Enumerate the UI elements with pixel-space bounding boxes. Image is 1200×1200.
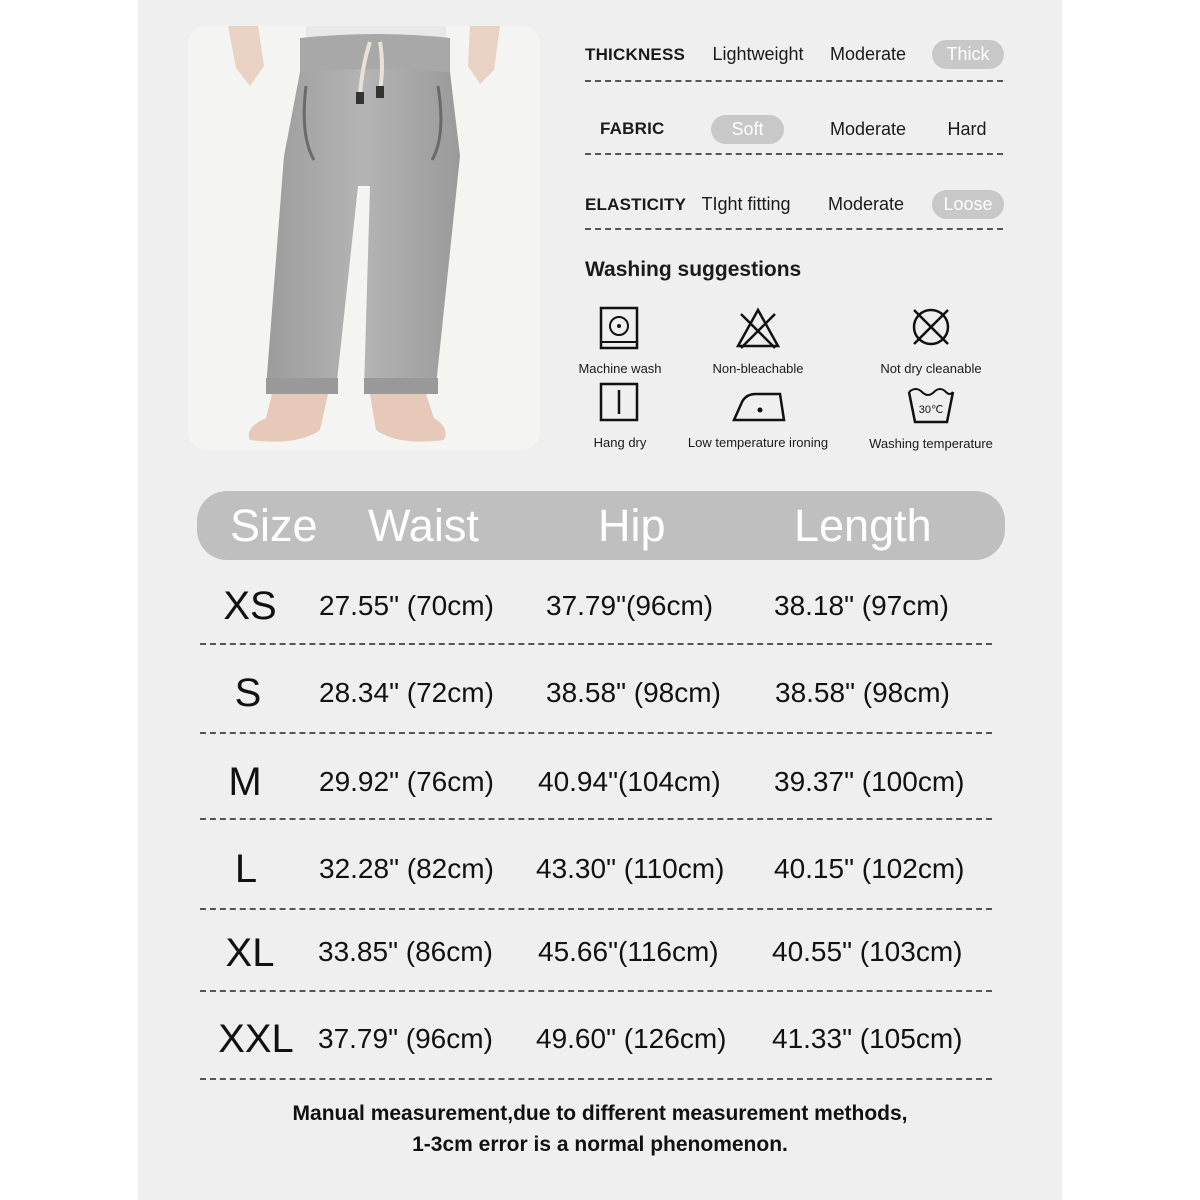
thickness-option-moderate: Moderate [829, 44, 907, 64]
attribute-divider [585, 80, 1003, 82]
hip-xxl: 49.60" (126cm) [536, 1023, 727, 1054]
washing-suggestions-title: Washing suggestions [585, 258, 802, 281]
length-xs: 38.18" (97cm) [774, 590, 949, 621]
size-xl: XL [225, 931, 275, 975]
waist-m: 29.92" (76cm) [319, 766, 494, 797]
product-photo [188, 26, 540, 450]
hip-s: 38.58" (98cm) [546, 677, 721, 708]
header-waist: Waist [368, 500, 479, 551]
hip-xs: 37.79"(96cm) [546, 590, 714, 621]
thickness-option-lightweight: Lightweight [712, 44, 804, 64]
waist-xl: 33.85" (86cm) [318, 936, 493, 967]
row-divider [200, 732, 992, 734]
row-divider [200, 818, 992, 820]
hip-xl: 45.66"(116cm) [538, 936, 719, 967]
attribute-divider [585, 228, 1003, 230]
no-dry-clean-icon [908, 304, 954, 350]
size-table-header [197, 491, 1005, 560]
length-s: 38.58" (98cm) [775, 677, 950, 708]
length-xl: 40.55" (103cm) [772, 936, 963, 967]
washing-temperature-label: Washing temperature [869, 436, 993, 451]
hang-dry-icon [597, 380, 643, 426]
size-s: S [234, 671, 262, 715]
fabric-option-moderate: Moderate [829, 119, 907, 139]
size-m: M [228, 760, 262, 804]
row-divider [200, 1078, 992, 1080]
low-temp-iron-icon [730, 380, 786, 426]
size-xxl: XXL [218, 1017, 294, 1061]
fabric-label: FABRIC [600, 119, 665, 138]
thickness-option-thick-selected: Thick [932, 40, 1004, 69]
length-xxl: 41.33" (105cm) [772, 1023, 963, 1054]
header-hip: Hip [598, 500, 666, 551]
length-m: 39.37" (100cm) [774, 766, 965, 797]
elasticity-label: ELASTICITY [585, 195, 687, 214]
hip-l: 43.30" (110cm) [536, 853, 725, 884]
sweatpants-image [188, 26, 540, 450]
waist-xs: 27.55" (70cm) [319, 590, 494, 621]
measurement-note-line-1: Manual measurement,due to different measurement methods, [292, 1102, 908, 1125]
row-divider [200, 990, 992, 992]
elasticity-option-loose-selected: Loose [932, 190, 1004, 219]
waist-xxl: 37.79" (96cm) [318, 1023, 493, 1054]
fabric-option-hard: Hard [947, 119, 987, 139]
hip-m: 40.94"(104cm) [538, 766, 721, 797]
elasticity-option-tight-fitting: TIght fitting [701, 194, 791, 214]
low-temperature-ironing-label: Low temperature ironing [687, 435, 829, 450]
waist-l: 32.28" (82cm) [319, 853, 494, 884]
machine-wash-icon [597, 306, 643, 352]
attribute-divider [585, 153, 1003, 155]
waist-s: 28.34" (72cm) [319, 677, 494, 708]
measurement-note [200, 1098, 1000, 1160]
wash-temperature-value: 30℃ [918, 404, 944, 416]
measurement-note-line-2: 1-3cm error is a normal phenomenon. [412, 1133, 788, 1156]
size-xs: XS [223, 584, 277, 628]
row-divider [200, 643, 992, 645]
fabric-option-soft-selected: Soft [711, 115, 784, 144]
thickness-label: THICKNESS [585, 45, 686, 64]
row-divider [200, 908, 992, 910]
header-size: Size [230, 500, 318, 551]
machine-wash-label: Machine wash [578, 361, 662, 376]
length-l: 40.15" (102cm) [774, 853, 965, 884]
elasticity-option-moderate: Moderate [827, 194, 905, 214]
non-bleachable-label: Non-bleachable [712, 361, 804, 376]
size-l: L [234, 847, 258, 891]
not-dry-cleanable-label: Not dry cleanable [880, 361, 982, 376]
hang-dry-label: Hang dry [593, 435, 647, 450]
wash-temperature-icon [906, 382, 956, 428]
non-bleachable-icon [735, 306, 781, 352]
header-length: Length [794, 500, 932, 551]
